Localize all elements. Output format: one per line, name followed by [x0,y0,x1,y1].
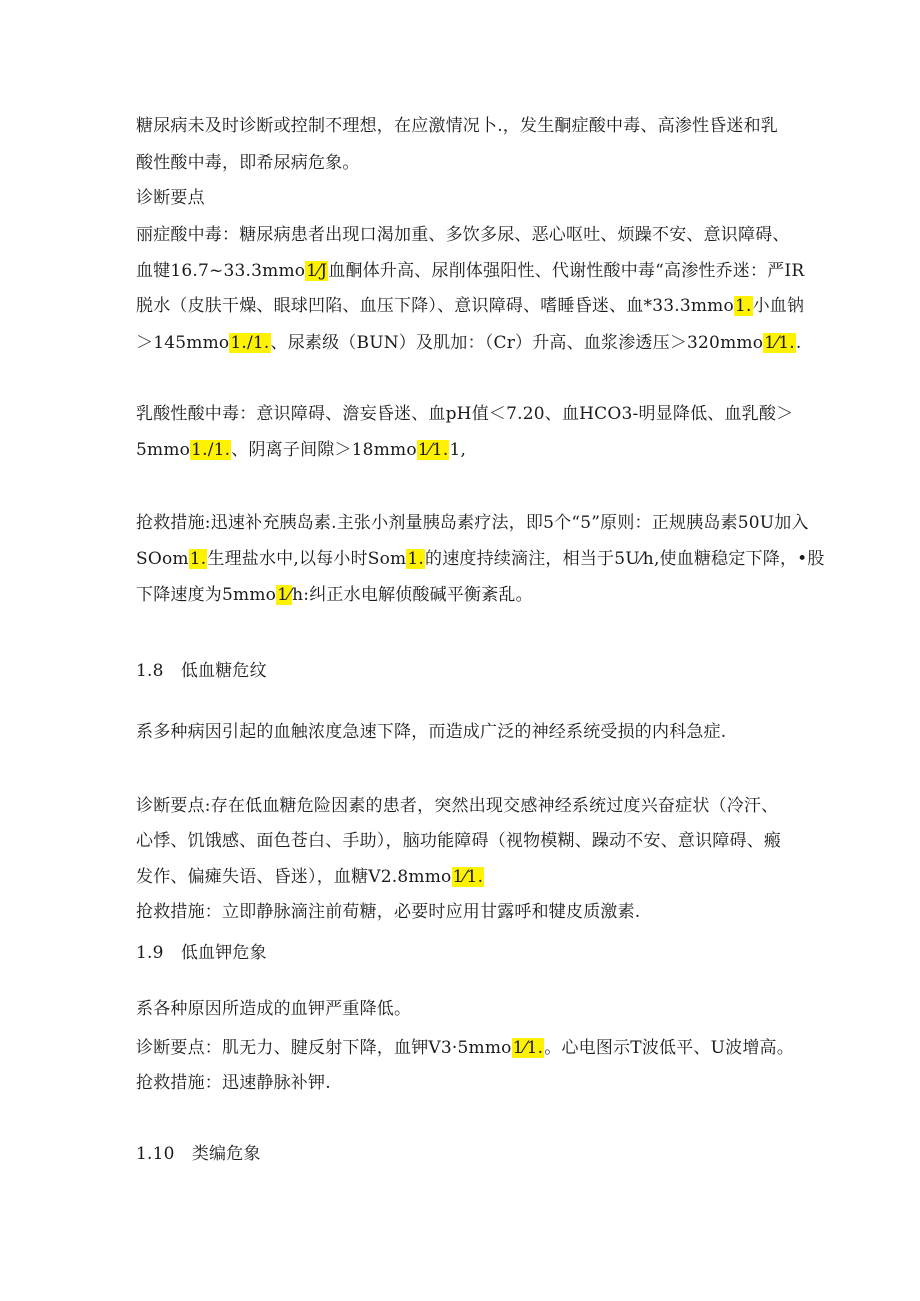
text-segment: 糖尿病未及时诊断或控制不理想，在应激情况卜.，发生酮症酸中毒、高渗性昏迷和乳 [136,116,779,136]
text-segment: 系多种病因引起的血触浓度急速下降，而造成广泛的神经系统受损的内科急症. [136,722,727,742]
highlighted-text: 1⁄ [277,585,292,605]
text-segment: 抢救措施：立即静脉滴注前荀糖，必要时应用甘露呼和犍皮质激素. [136,902,641,922]
text-segment: . [795,333,802,353]
text-segment: h:纠正水电解侦酸碱平衡紊乱。 [292,585,533,605]
text-segment: 诊断要点:存在低血糖危险因素的患者，突然出现交感神经系统过度兴奋症状（冷汗、 [136,796,779,816]
text-segment: 的速度持续滴注，相当于5U⁄h,使血糖稳定下降，•股 [425,549,825,569]
text-segment: 1.8 低血糖危纹 [136,661,267,681]
text-segment: 心悸、饥饿感、面色苍白、手助），脑功能障碍（视物模糊、躁动不安、意识障碍、瘢 [136,831,782,851]
text-segment: 发作、偏瘫失语、昏迷），血糖V2.8mmo [136,867,452,887]
text-segment: 1.9 低血钾危象 [136,943,267,963]
text-line [136,331,801,355]
text-line [136,659,267,683]
text-segment: 。心电图示T波低平、U波增高。 [544,1038,794,1058]
text-line [136,900,640,924]
text-line [136,1036,794,1060]
text-line [136,223,790,247]
text-line [136,438,466,462]
text-line [136,511,809,535]
text-line [136,941,267,965]
text-line [136,259,804,283]
text-line [136,794,778,818]
text-line [136,865,484,889]
text-segment: 1, [449,440,467,460]
text-segment: 抢救措施:迅速补充胰岛素.主张小剂量胰岛素疗法，即5个“5”原则：正规胰岛素50U加入 [136,513,809,533]
text-segment: 丽症酸中毒：糖尿病患者出现口渴加重、多饮多尿、恶心呕吐、烦躁不安、意识障碍、 [136,225,790,245]
text-line [136,997,411,1021]
text-line [136,402,793,426]
text-segment: 血犍16.7~33.3mmo [136,261,306,281]
highlighted-text: 1⁄J [306,261,328,281]
text-segment: 生理盐水中,以每小时Som [207,549,407,569]
text-line [136,547,825,571]
text-segment: 乳酸性酸中毒：意识障碍、澹妄昏迷、血pH值＜7.20、血HCO3-明显降低、血乳酸＞ [136,404,794,424]
highlighted-text: 1⁄1. [452,867,484,887]
text-segment: 1.10 类编危象 [136,1144,261,1164]
text-line [136,829,781,853]
text-segment: ＞145mmo [136,333,230,353]
text-segment: 血酮体升高、尿削体强阳性、代谢性酸中毒“高渗性乔迷：严IR [328,261,805,281]
text-segment: 脱水（皮肤干燥、眼球凹陷、血压下降）、意识障碍、嗜睡昏迷、血*33.3mmo [136,296,734,316]
text-segment: 、阴离子间隙＞18mmo [231,440,417,460]
text-line [136,720,726,744]
text-line [136,186,205,210]
highlighted-text: 1. [734,296,752,316]
text-line [136,114,778,138]
text-segment: 抢救措施：迅速静脉补钾. [136,1073,331,1093]
text-segment: 诊断要点：肌无力、腱反射下降，血钾V3·5mmo [136,1038,512,1058]
text-segment: SOom [136,549,189,569]
highlighted-text: 1. [189,549,207,569]
highlighted-text: 1./1. [191,440,231,460]
text-segment: 、尿素级（BUN）及肌加：（Cr）升高、血浆渗透压＞320mmo [270,333,764,353]
text-segment: 5mmo [136,440,191,460]
text-segment: 酸性酸中毒，即希尿病危象。 [136,153,360,173]
text-segment: 小血钠 [752,296,805,316]
highlighted-text: 1⁄1. [512,1038,544,1058]
highlighted-text: 1./1. [230,333,270,353]
text-line [136,1142,261,1166]
highlighted-text: 1⁄1. [417,440,449,460]
text-segment: 下降速度为5mmo [136,585,277,605]
text-line [136,151,360,175]
text-line [136,1071,331,1095]
text-segment: 诊断要点 [136,188,205,208]
highlighted-text: 1⁄1. [764,333,795,353]
highlighted-text: 1. [407,549,425,569]
text-line [136,294,804,318]
text-segment: 系各种原因所造成的血钾严重降低。 [136,999,412,1019]
text-line [136,583,533,607]
